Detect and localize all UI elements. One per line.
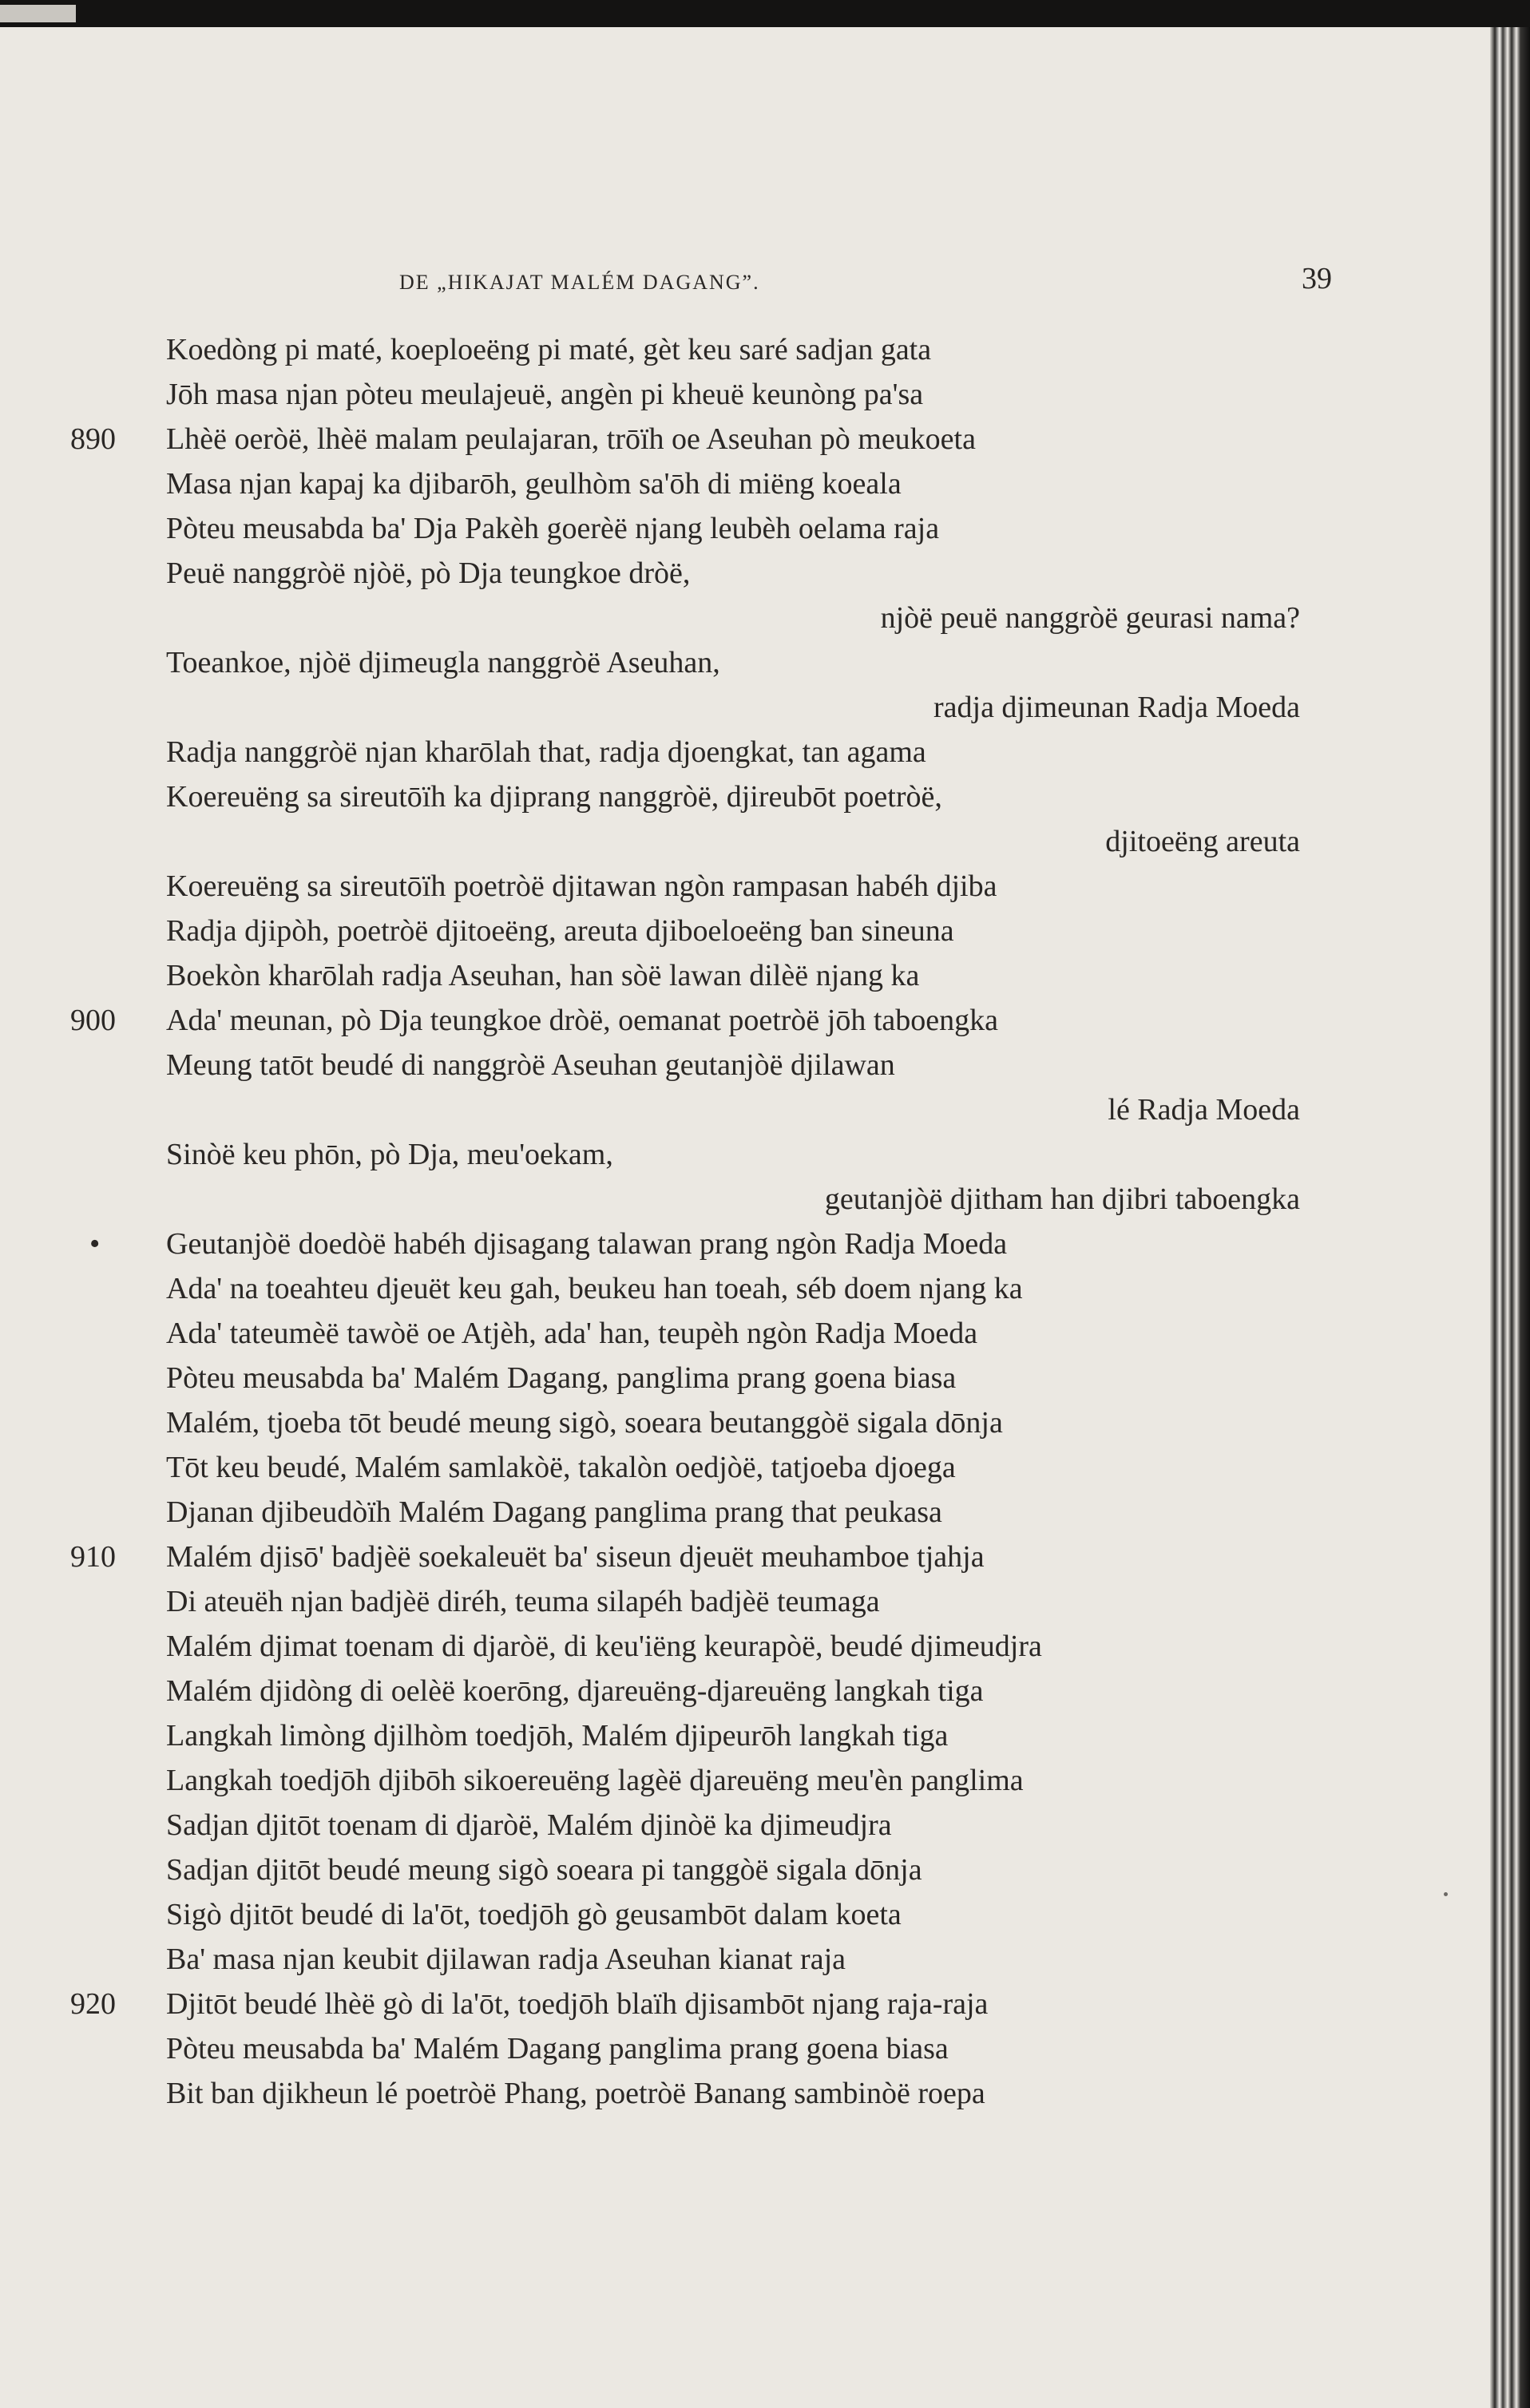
verse-line — [70, 998, 1300, 1043]
verse-text: Pòteu meusabda ba' Malém Dagang, panglima prang goena biasa — [166, 1361, 957, 1395]
verse-text: Koereuëng sa sireutōïh ka djiprang nanggròë, djireubōt poetròë, — [166, 780, 942, 814]
verse-text: Langkah limòng djilhòm toedjōh, Malém djipeurōh langkah tiga — [166, 1719, 949, 1753]
verse-line — [70, 953, 1300, 998]
margin-mark: • — [89, 1227, 101, 1261]
verse-line — [70, 1758, 1300, 1803]
verse-text: Boekòn kharōlah radja Aseuhan, han sòë lawan dilèë njang ka — [166, 959, 920, 992]
verse-line — [70, 1669, 1300, 1713]
line-number: 900 — [70, 1004, 116, 1037]
verse-text: Sinòë keu phōn, pò Dja, meu'oekam, — [166, 1138, 613, 1171]
verse-continuation: djitoeëng areuta — [1105, 825, 1300, 858]
page-number: 39 — [1302, 262, 1332, 295]
verse-text: Tōt keu beudé, Malém samlakòë, takalòn oedjòë, tatjoeba djoega — [166, 1451, 956, 1484]
verse-line — [70, 2026, 1300, 2071]
verse-text: Jōh masa njan pòteu meulajeuë, angèn pi kheuë keunòng pa'sa — [166, 378, 924, 411]
verse-text: Bit ban djikheun lé poetròë Phang, poetròë Banang sambinòë roepa — [166, 2077, 985, 2110]
verse-line — [70, 1624, 1300, 1669]
verse-line — [70, 1445, 1300, 1490]
line-number: 910 — [70, 1540, 116, 1574]
verse-continuation: njòë peuë nanggròë geurasi nama? — [880, 601, 1300, 635]
verse-text: Malém djimat toenam di djaròë, di keu'iëng keurapòë, beudé djimeudjra — [166, 1630, 1042, 1663]
verse-text: Pòteu meusabda ba' Malém Dagang panglima prang goena biasa — [166, 2032, 949, 2065]
verse-text: Sigò djitōt beudé di la'ōt, toedjōh gò geusambōt dalam koeta — [166, 1898, 902, 1931]
verse-line — [70, 1937, 1300, 1982]
verse-line — [70, 1356, 1300, 1400]
page-header — [0, 261, 1530, 301]
verse-line — [70, 1803, 1300, 1848]
verse-text: Toeankoe, njòë djimeugla nanggròë Aseuhan, — [166, 646, 720, 679]
verse-line — [70, 1713, 1300, 1758]
verse-line — [70, 864, 1300, 909]
verse-text: Di ateuëh njan badjèë diréh, teuma silapéh badjèë teumaga — [166, 1585, 880, 1618]
verse-line — [70, 596, 1300, 640]
verse-line — [70, 685, 1300, 730]
verse-line — [70, 1222, 1300, 1266]
dust-speck — [1444, 1892, 1448, 1896]
verse-text: Meung tatōt beudé di nanggròë Aseuhan geutanjòë djilawan — [166, 1048, 895, 1082]
verse-line — [70, 1982, 1300, 2026]
line-number: 890 — [70, 422, 116, 456]
verse-text: Koereuëng sa sireutōïh poetròë djitawan ngòn rampasan habéh djiba — [166, 869, 997, 903]
verse-continuation: radja djimeunan Radja Moeda — [933, 691, 1300, 724]
verse-line — [70, 1311, 1300, 1356]
verse-line — [70, 1848, 1300, 1892]
scan-top-border — [0, 0, 1530, 27]
verse-line — [70, 1177, 1300, 1222]
verse-text: Malém djidòng di oelèë koerōng, djareuëng-djareuëng langkah tiga — [166, 1674, 984, 1708]
verse-continuation: geutanjòë djitham han djibri taboengka — [824, 1182, 1300, 1216]
page-edge-stack — [1490, 27, 1530, 2408]
verse-line — [70, 774, 1300, 819]
verse-line — [70, 909, 1300, 953]
verse-text: Geutanjòë doedòë habéh djisagang talawan prang ngòn Radja Moeda — [166, 1227, 1008, 1261]
verse-line — [70, 1266, 1300, 1311]
verse-line — [70, 730, 1300, 774]
verse-line — [70, 506, 1300, 551]
verse-line — [70, 1132, 1300, 1177]
verse-line — [70, 1043, 1300, 1087]
verse-text: Peuë nanggròë njòë, pò Dja teungkoe dròë, — [166, 556, 691, 590]
verse-line — [70, 2071, 1300, 2116]
verse-text: Ada' tateumèë tawòë oe Atjèh, ada' han, teupèh ngòn Radja Moeda — [166, 1317, 978, 1350]
verse-line — [70, 640, 1300, 685]
line-number: 920 — [70, 1987, 116, 2021]
verse-text: Lhèë oeròë, lhèë malam peulajaran, trōïh oe Aseuhan pò meukoeta — [166, 422, 976, 456]
verse-text: Ada' meunan, pò Dja teungkoe dròë, oemanat poetròë jōh taboengka — [166, 1004, 998, 1037]
verse-text: Koedòng pi maté, koeploeëng pi maté, gèt keu saré sadjan gata — [166, 333, 932, 366]
verse-line — [70, 372, 1300, 417]
verse-line — [70, 551, 1300, 596]
verse-line — [70, 1087, 1300, 1132]
verse-line — [70, 461, 1300, 506]
verse-line — [70, 1400, 1300, 1445]
verse-text: Malém, tjoeba tōt beudé meung sigò, soeara beutanggòë sigala dōnja — [166, 1406, 1003, 1440]
verse-line — [70, 819, 1300, 864]
verse-line — [70, 1892, 1300, 1937]
verse-text: Djitōt beudé lhèë gò di la'ōt, toedjōh blaïh djisambōt njang raja-raja — [166, 1987, 989, 2021]
verse-text: Langkah toedjōh djibōh sikoereuëng lagèë djareuëng meu'èn panglima — [166, 1764, 1024, 1797]
verse-line — [70, 1490, 1300, 1535]
verse-text: Malém djisō' badjèë soekaleuët ba' siseun djeuët meuhamboe tjahja — [166, 1540, 985, 1574]
verse-line — [70, 417, 1300, 461]
verse-line — [70, 327, 1300, 372]
verse-text: Masa njan kapaj ka djibarōh, geulhòm sa'ōh di miëng koeala — [166, 467, 902, 501]
verse-continuation: lé Radja Moeda — [1108, 1093, 1300, 1127]
verse-text: Ada' na toeahteu djeuët keu gah, beukeu han toeah, séb doem njang ka — [166, 1272, 1023, 1305]
poem-text — [70, 327, 1300, 2116]
verse-line — [70, 1579, 1300, 1624]
running-head: DE „HIKAJAT MALÉM DAGANG”. — [399, 271, 760, 294]
verse-text: Ba' masa njan keubit djilawan radja Aseuhan kianat raja — [166, 1943, 846, 1976]
verse-text: Radja nanggròë njan kharōlah that, radja djoengkat, tan agama — [166, 735, 926, 769]
verse-text: Sadjan djitōt beudé meung sigò soeara pi tanggòë sigala dōnja — [166, 1853, 922, 1887]
verse-line — [70, 1535, 1300, 1579]
verse-text: Radja djipòh, poetròë djitoeëng, areuta djiboeloeëng ban sineuna — [166, 914, 954, 948]
verse-text: Pòteu meusabda ba' Dja Pakèh goerèë njang leubèh oelama raja — [166, 512, 940, 545]
verse-text: Djanan djibeudòïh Malém Dagang panglima prang that peukasa — [166, 1495, 942, 1529]
verse-text: Sadjan djitōt toenam di djaròë, Malém djinòë ka djimeudjra — [166, 1808, 892, 1842]
